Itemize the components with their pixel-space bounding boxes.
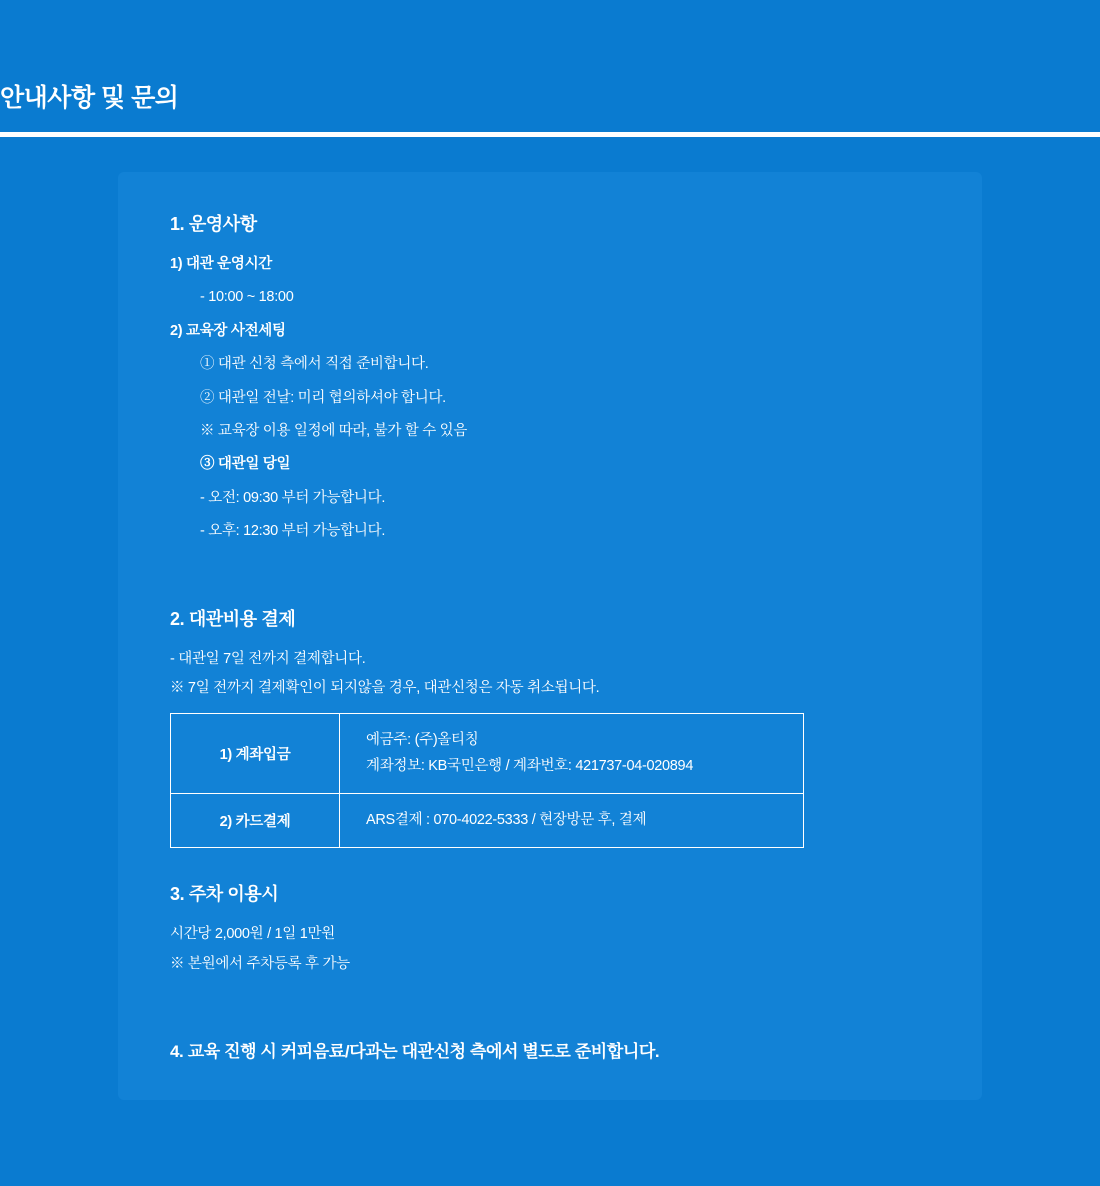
table-row — [171, 714, 804, 794]
spacer — [170, 307, 930, 323]
spacer — [170, 374, 930, 390]
page-header — [0, 0, 1100, 138]
payment-detail-line: 예금주: (주)올티칭 — [366, 732, 479, 749]
spacer — [170, 273, 930, 289]
payment-method-label-1: 1) 계좌입금 — [171, 714, 340, 794]
section-2-heading: 2. 대관비용 결제 — [170, 608, 296, 629]
section-1-item-3: 2) 교육장 사전세팅 — [170, 322, 286, 339]
spacer — [170, 668, 930, 680]
spacer — [170, 973, 930, 1017]
section-3-heading: 3. 주차 이용시 — [170, 884, 279, 905]
spacer — [170, 906, 930, 926]
payment-method-detail-1 — [340, 714, 804, 794]
info-card-content — [170, 210, 930, 1062]
spacer — [170, 474, 930, 490]
section-1-item-2: - 10:00 ~ 18:00 — [200, 289, 294, 306]
page-title: 안내사항 및 문의 — [0, 84, 179, 112]
section-2-line-2: ※ 7일 전까지 결제확인이 되지않을 경우, 대관신청은 자동 취소됩니다. — [170, 679, 600, 696]
spacer — [170, 440, 930, 456]
spacer — [170, 507, 930, 523]
payment-method-detail-2 — [340, 794, 804, 848]
spacer — [170, 585, 930, 605]
section-1-item-9: - 오후: 12:30 부터 가능합니다. — [200, 523, 386, 540]
section-3-line-2: ※ 본원에서 주차등록 후 가능 — [170, 955, 350, 972]
section-1-item-6: ※ 교육장 이용 일정에 따라, 불가 할 수 있음 — [200, 422, 468, 439]
spacer — [170, 236, 930, 256]
info-card — [118, 172, 982, 1100]
section-2-line-1: - 대관일 7일 전까지 결제합니다. — [170, 650, 366, 667]
section-4-heading: 4. 교육 진행 시 커피음료/다과는 대관신청 측에서 별도로 준비합니다. — [170, 1042, 660, 1062]
section-1-item-1: 1) 대관 운영시간 — [170, 256, 272, 272]
payment-method-label-2: 2) 카드결제 — [171, 794, 340, 848]
spacer — [170, 848, 930, 880]
section-1-item-8: - 오전: 09:30 부터 가능합니다. — [200, 489, 386, 506]
table-row — [171, 794, 804, 848]
spacer — [170, 541, 930, 585]
section-1-item-4: ① 대관 신청 측에서 직접 준비합니다. — [200, 356, 429, 373]
section-1-heading: 1. 운영사항 — [170, 214, 257, 234]
section-1-item-5: ② 대관일 전날: 미리 협의하셔야 합니다. — [200, 389, 446, 406]
spacer — [170, 407, 930, 423]
spacer — [170, 340, 930, 356]
spacer — [170, 1017, 930, 1037]
spacer — [170, 944, 930, 956]
section-3-line-1: 시간당 2,000원 / 1일 1만원 — [170, 926, 335, 943]
payment-table — [170, 713, 804, 848]
header-divider — [0, 132, 1100, 137]
section-1-item-7: ③ 대관일 당일 — [200, 456, 291, 473]
payment-detail-line: 계좌정보: KB국민은행 / 계좌번호: 421737-04-020894 — [366, 757, 694, 774]
payment-detail-line: ARS결제 : 070-4022-5333 / 현장방문 후, 결제 — [366, 812, 647, 829]
spacer — [170, 631, 930, 651]
